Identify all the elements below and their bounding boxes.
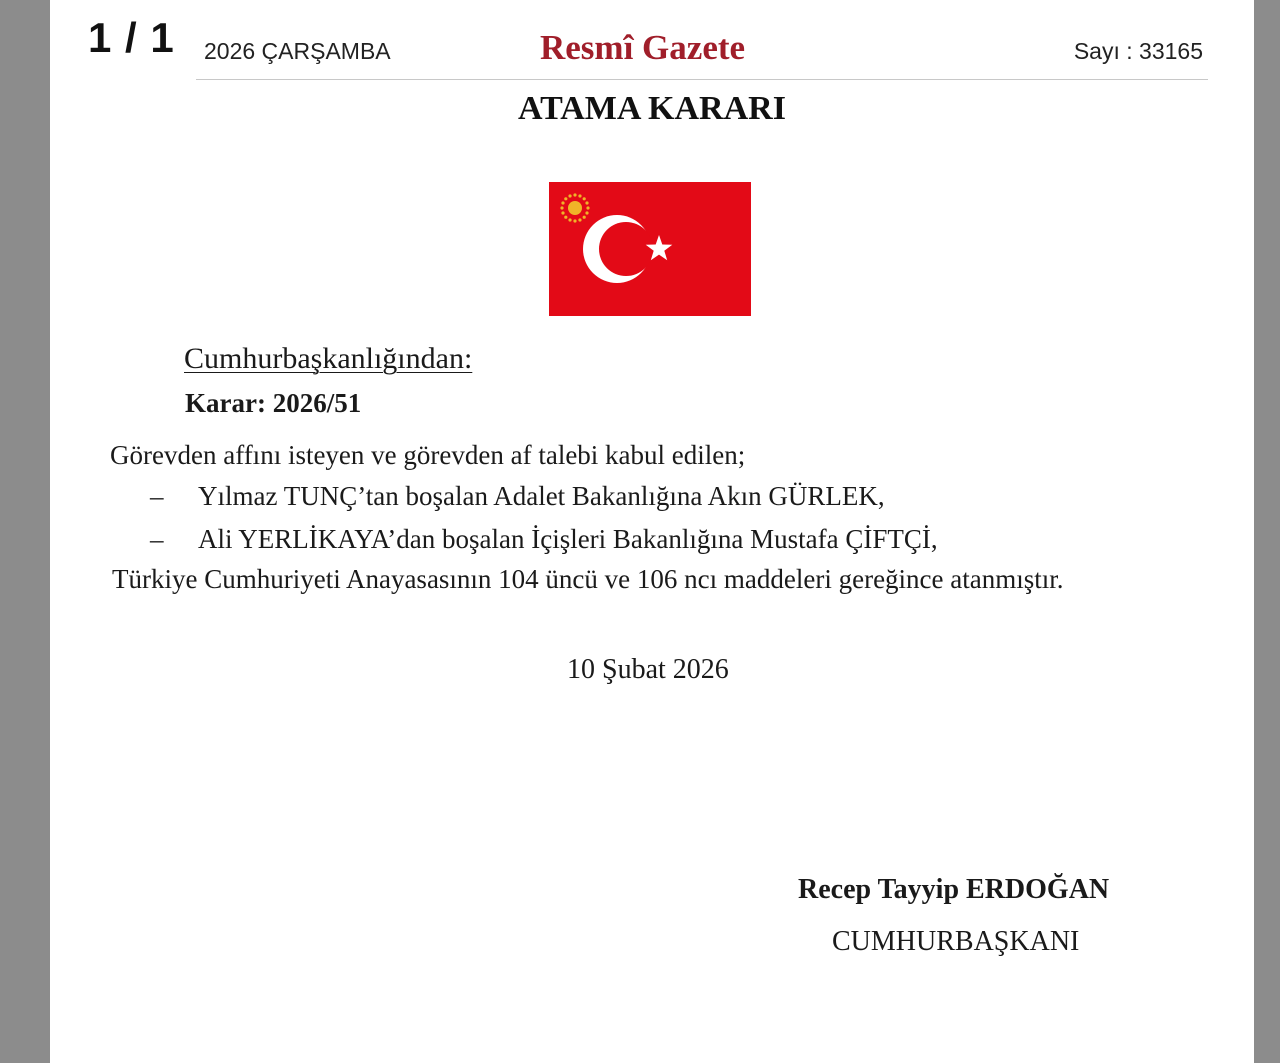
seal-star-icon	[568, 218, 571, 221]
page-counter: 1 / 1	[88, 14, 175, 61]
seal-star-icon	[578, 218, 581, 221]
decision-date: 10 Şubat 2026	[567, 654, 729, 685]
seal-star-icon	[586, 206, 589, 209]
header-date: 2026 ÇARŞAMBA	[204, 38, 391, 64]
seal-star-icon	[583, 197, 586, 200]
seal-star-icon	[568, 194, 571, 197]
signer-title: CUMHURBAŞKANI	[832, 926, 1080, 957]
intro-paragraph: Görevden affını isteyen ve görevden af talebi kabul edilen;	[110, 440, 746, 470]
seal-star-icon	[573, 193, 576, 196]
header-divider	[196, 79, 1208, 80]
turkish-flag-icon	[549, 182, 751, 316]
document-title: ATAMA KARARI	[518, 90, 786, 127]
seal-star-icon	[561, 201, 564, 204]
list-item-text: Ali YERLİKAYA’dan boşalan İçişleri Bakanlığına Mustafa ÇİFTÇİ,	[198, 524, 938, 554]
list-item	[150, 481, 885, 512]
list-item-text: Yılmaz TUNÇ’tan boşalan Adalet Bakanlığına Akın GÜRLEK,	[198, 481, 885, 511]
seal-star-icon	[573, 219, 576, 222]
seal-star-icon	[564, 197, 567, 200]
issue-number: Sayı : 33165	[1073, 38, 1203, 64]
issuer-heading: Cumhurbaşkanlığından:	[184, 342, 473, 375]
signer-name: Recep Tayyip ERDOĞAN	[798, 874, 1110, 905]
list-dash: –	[150, 524, 164, 554]
newspaper-title: Resmî Gazete	[540, 28, 746, 67]
seal-star-icon	[564, 216, 567, 219]
seal-star-icon	[578, 194, 581, 197]
seal-star-icon	[585, 201, 588, 204]
seal-star-icon	[583, 216, 586, 219]
closing-paragraph: Türkiye Cumhuriyeti Anayasasının 104 üncü ve 106 ncı maddeleri gereğince atanmıştır.	[112, 564, 1064, 594]
list-item	[150, 524, 938, 555]
list-dash: –	[150, 481, 164, 511]
seal-star-icon	[561, 211, 564, 214]
decision-number: Karar: 2026/51	[185, 388, 362, 418]
seal-star-icon	[560, 206, 563, 209]
seal-star-icon	[585, 211, 588, 214]
